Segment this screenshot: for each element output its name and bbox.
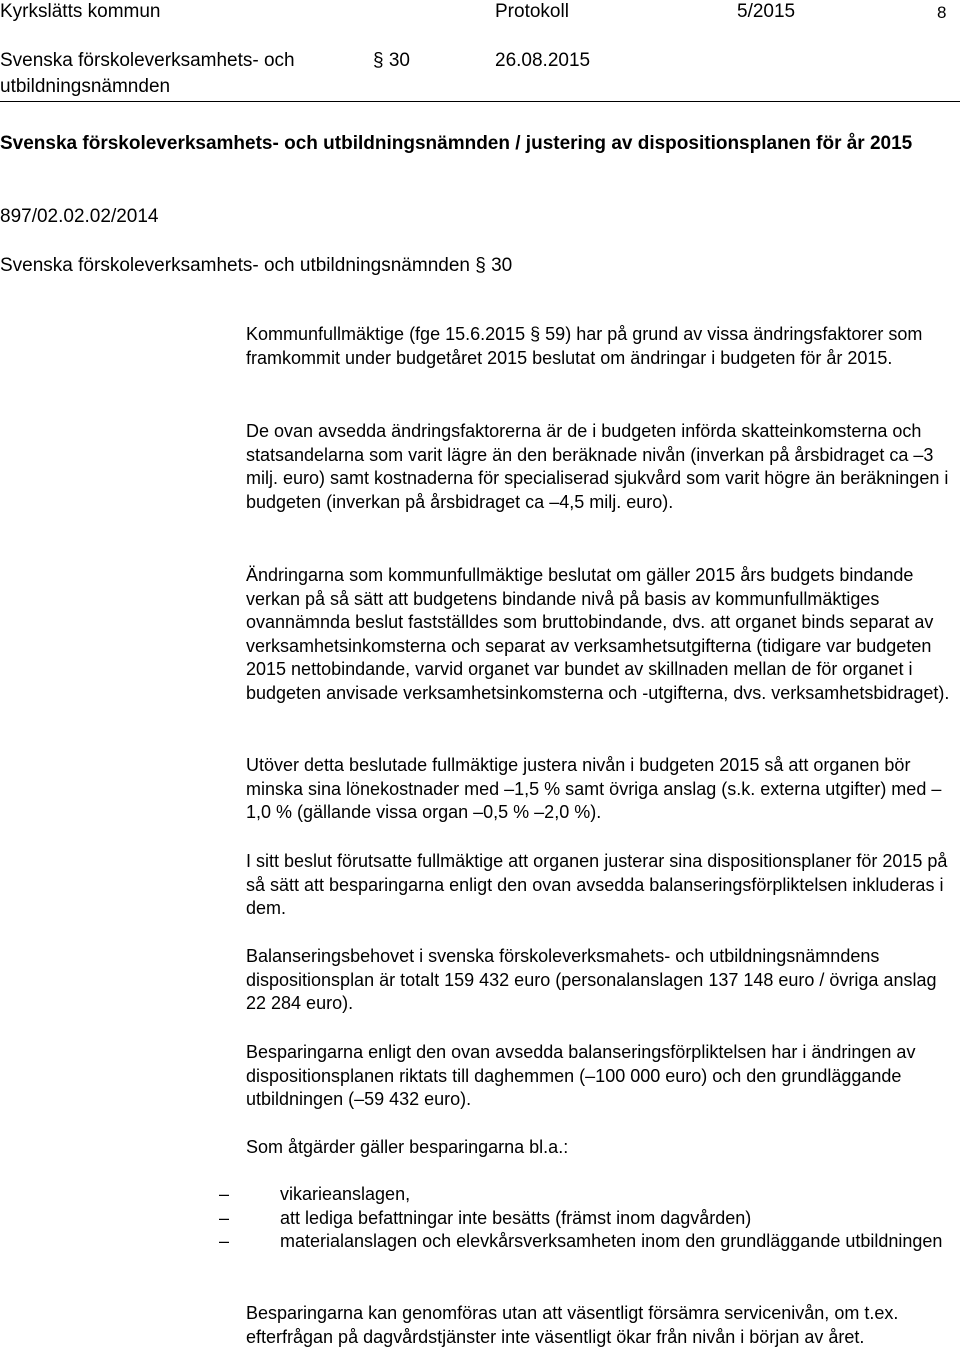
paragraph-closing: Besparingarna kan genomföras utan att väsentligt försämra servicenivån, om t.ex. efterfrågan på dagvårdstjänster inte väsentligt ökar från nivån i början av året. (246, 1303, 899, 1347)
board-name-line2: utbildningsnämnden (0, 76, 171, 97)
document-type: Protokoll (495, 1, 569, 22)
paragraph-balancing-need: Balanseringsbehovet i svenska förskoleverksmahets- och utbildningsnämndens dispositionsplan är totalt 159 432 euro (personalanslagen 137 148 euro / övriga anslag 22 284 euro). (246, 946, 937, 1013)
paragraph-cost-reductions: Utöver detta beslutade fullmäktige justera nivån i budgeten 2015 så att organen bör minska sina lönekostnader med –1,5 % samt övriga anslag (s.k. externa utgifter) med –1,0 % (gällande vissa organ –0,5 % –2,0 %). (246, 755, 942, 822)
meeting-date: 26.08.2015 (495, 50, 591, 71)
section-number: § 30 (373, 50, 410, 71)
list-item (219, 1230, 959, 1254)
page-title: Svenska förskoleverksamhets- och utbildningsnämnden / justering av dispositionsplanen för år 2015 (0, 133, 913, 154)
list-dash: – (219, 1231, 230, 1251)
list-dash: – (219, 1207, 230, 1228)
list-item (219, 1207, 959, 1231)
paragraph-plan-adjustment: I sitt beslut förutsatte fullmäktige att organen justerar sina dispositionsplaner för 2015 på så sätt att besparingarna enligt den ovan avsedda balanseringsförpliktelsen inkluderas i dem. (246, 851, 948, 918)
header-divider (0, 101, 960, 102)
list-item-text: materialanslagen och elevkårsverksamheten inom den grundläggande utbildningen (280, 1231, 943, 1251)
list-item (219, 1183, 959, 1207)
diary-number: 897/02.02.02/2014 (0, 206, 159, 227)
paragraph-decision-background: Kommunfullmäktige (fge 15.6.2015 § 59) har på grund av vissa ändringsfaktorer som framkommit under budgetåret 2015 beslutat om ändringar i budgeten för år 2015. (246, 324, 923, 368)
paragraph-measures-intro: Som åtgärder gäller besparingarna bl.a.: (246, 1137, 569, 1157)
list-item-text: vikarieanslagen, (280, 1184, 411, 1204)
list-item-text: att lediga befattningar inte besätts (främst inom dagvården) (280, 1207, 752, 1228)
board-section-reference: Svenska förskoleverksamhets- och utbildningsnämnden § 30 (0, 255, 513, 276)
paragraph-binding-effect: Ändringarna som kommunfullmäktige beslutat om gäller 2015 års budgets bindande verkan på så sätt att budgetens bindande nivå på basis av kommunfullmäktiges ovannämnda beslut fastställdes som bruttobindande, dvs. att organet binds separat av verksamhetsinkomsterna och separat av verksamhetsutgifterna (tidigare var budgeten 2015 nettobindande, varvid organet var bundet av skillnaden mellan de för organet i budgeten anvisade verksamhetsinkomsterna och -utgifterna, dvs. verksamhetsbidraget). (246, 565, 950, 703)
board-name-line1: Svenska förskoleverksamhets- och (0, 50, 295, 71)
paragraph-savings-allocation: Besparingarna enligt den ovan avsedda balanseringsförpliktelsen har i ändringen av dispositionsplanen riktats till daghemmen (–100 000 euro) och den grundläggande utbildningen (–59 432 euro). (246, 1042, 916, 1109)
list-dash: – (219, 1184, 230, 1204)
paragraph-change-factors: De ovan avsedda ändringsfaktorerna är de i budgeten införda skatteinkomsterna och statsandelarna som varit lägre än den beräknade nivån (inverkan på årsbidraget ca –3 milj. euro) samt kostnaderna för specialiserad sjukvård som varit högre än beräkningen i budgeten (inverkan på årsbidraget ca –4,5 milj. euro). (246, 421, 949, 512)
municipality-name: Kyrkslätts kommun (0, 1, 161, 22)
measures-list (219, 1183, 959, 1254)
protocol-number: 5/2015 (737, 1, 796, 22)
page-number: 8 (937, 3, 947, 22)
